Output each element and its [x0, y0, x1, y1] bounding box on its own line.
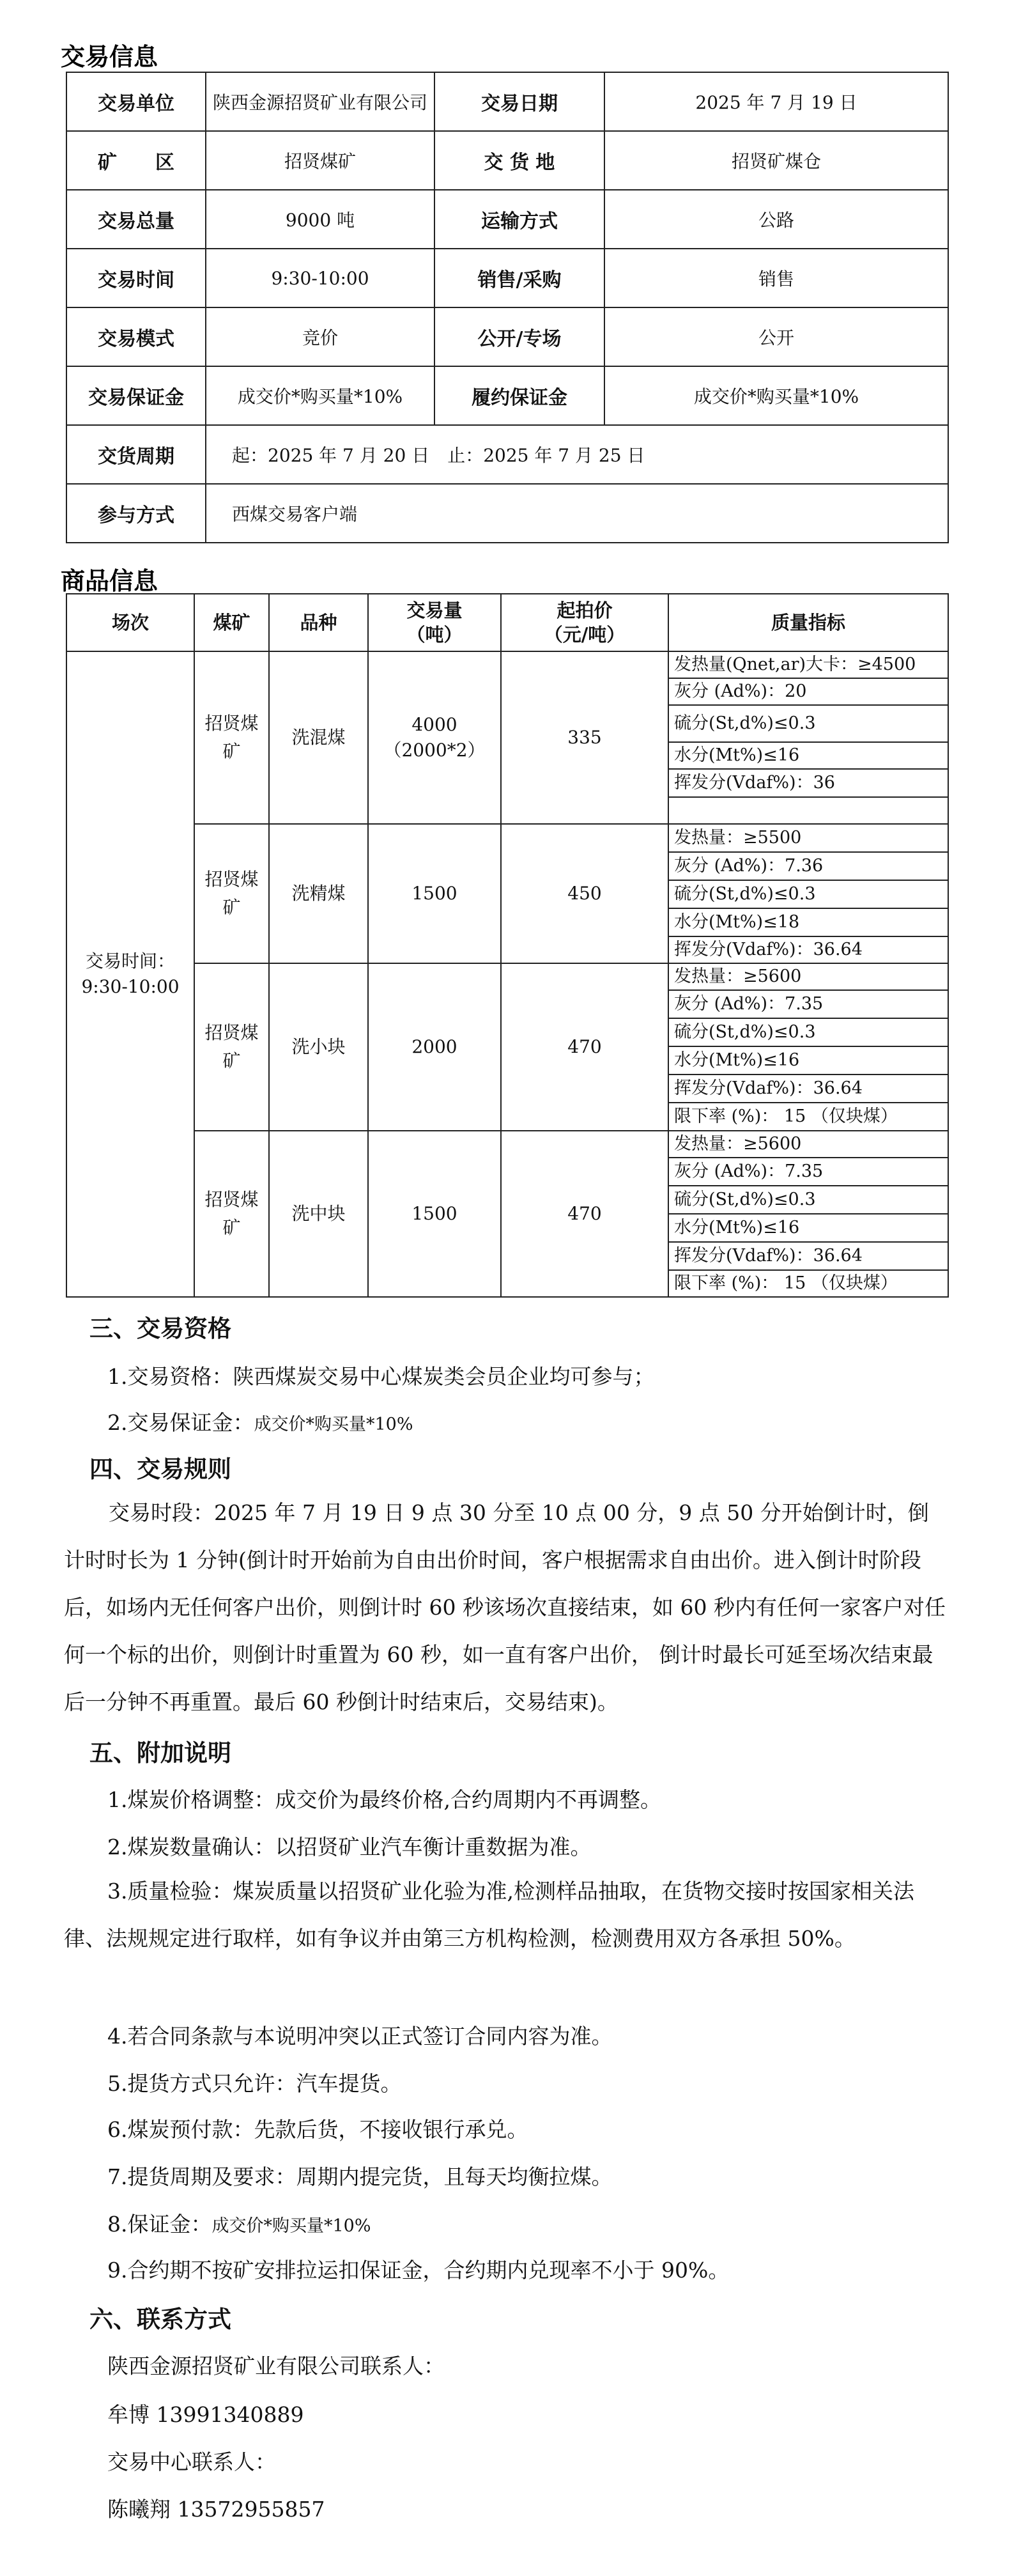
value-performance-deposit: 成交价*购买量*10% — [604, 366, 948, 425]
value-trade-date: 2025 年 7 月 19 日 — [604, 72, 948, 131]
quality-item: 发热量：≥5600 — [668, 963, 948, 990]
value-trade-mode: 竞价 — [206, 307, 434, 366]
variety-cell: 洗小块 — [269, 963, 368, 1131]
value-trade-deposit: 成交价*购买量*10% — [206, 366, 434, 425]
quality-item: 灰分 (Ad%)：20 — [668, 678, 948, 705]
section5-item8-value: 成交价*购买量*10% — [211, 2216, 371, 2236]
header-quantity — [368, 594, 501, 651]
table-row — [66, 1131, 948, 1158]
header-variety: 品种 — [269, 594, 368, 651]
label-trade-unit: 交易单位 — [66, 72, 206, 131]
quality-item: 水分(Mt%)≤16 — [668, 742, 948, 769]
price-cell: 450 — [501, 824, 668, 963]
quality-item: 挥发分(Vdaf%)：36.64 — [668, 1242, 948, 1270]
section5-item4: 4.若合同条款与本说明冲突以正式签订合同内容为准。 — [107, 2024, 613, 2049]
value-transport: 公路 — [604, 190, 948, 249]
quality-item: 发热量：≥5500 — [668, 824, 948, 852]
label-delivery-period: 交货周期 — [66, 425, 206, 484]
label-public-private: 公开/专场 — [434, 307, 604, 366]
trade-row — [66, 307, 948, 366]
label-transport: 运输方式 — [434, 190, 604, 249]
quantity-value: 4000 — [411, 714, 457, 735]
quality-item: 硫分(St,d%)≤0.3 — [668, 1018, 948, 1046]
table-row — [66, 651, 948, 678]
label-trade-deposit: 交易保证金 — [66, 366, 206, 425]
label-participation: 参与方式 — [66, 484, 206, 543]
section5-item6: 6.煤炭预付款：先款后货，不接收银行承兑。 — [107, 2117, 528, 2142]
quality-item: 挥发分(Vdaf%)：36.64 — [668, 936, 948, 963]
quality-item: 挥发分(Vdaf%)：36 — [668, 769, 948, 797]
mine-cell — [194, 824, 269, 963]
trade-info-heading: 交易信息 — [61, 43, 158, 71]
contact-company-person: 牟博 13991340889 — [107, 2402, 304, 2427]
value-participation: 西煤交易客户端 — [206, 484, 948, 543]
label-mine-area: 矿 区 — [66, 131, 206, 190]
trade-row — [66, 425, 948, 484]
mine-name: 招贤煤矿 — [204, 1022, 259, 1071]
value-public-private: 公开 — [604, 307, 948, 366]
section5-item9: 9.合约期不按矿安排拉运扣保证金，合约期内兑现率不小于 90%。 — [107, 2258, 730, 2283]
quality-item: 硫分(St,d%)≤0.3 — [668, 1186, 948, 1214]
quality-item: 发热量(Qnet,ar)大卡：≥4500 — [668, 651, 948, 678]
section5-item5: 5.提货方式只允许：汽车提货。 — [107, 2071, 402, 2096]
quantity-cell: 2000 — [368, 963, 501, 1131]
value-total-volume: 9000 吨 — [206, 190, 434, 249]
header-price-line1: 起拍价 — [557, 600, 613, 621]
label-sale-purchase: 销售/采购 — [434, 249, 604, 307]
header-session: 场次 — [66, 594, 194, 651]
trade-row — [66, 131, 948, 190]
price-cell: 470 — [501, 963, 668, 1131]
section5-item8 — [107, 2208, 371, 2238]
contact-center-label: 交易中心联系人： — [107, 2449, 276, 2474]
trade-row — [66, 72, 948, 131]
value-mine-area: 招贤煤矿 — [206, 131, 434, 190]
value-trade-unit: 陕西金源招贤矿业有限公司 — [206, 72, 434, 131]
header-price-line2: （元/吨） — [544, 624, 626, 646]
header-price — [501, 594, 668, 651]
table-row — [66, 824, 948, 852]
section3-item1: 1.交易资格：陕西煤炭交易中心煤炭类会员企业均可参与； — [107, 1364, 655, 1389]
section5-item2: 2.煤炭数量确认：以招贤矿业汽车衡计重数据为准。 — [107, 1835, 592, 1859]
trade-row — [66, 249, 948, 307]
section5-item3: 3.质量检验：煤炭质量以招贤矿业化验为准,检测样品抽取，在货物交接时按国家相关法律、法规规定进行取样，如有争议并由第三方机构检测，检测费用双方各承担 50%。 — [64, 1879, 914, 1951]
section4-text: 交易时段：2025 年 7 月 19 日 9 点 30 分至 10 点 00 分，9 点 50 分开始倒计时，倒计时时长为 1 分钟(倒计时开始前为自由出价时间，客户根据需求自由出价。进入倒计时阶段后，如场内无任何客户出价，则倒计时 60 秒该场次直接结束，如 60 秒内有任何一家客户对任何一个标的出价，则倒计时重置为 60 秒，如一直有客户出价， 倒计时最长可延至场次结束最后一分钟不再重置。最后 60 秒倒计时结束后，交易结束)。 — [64, 1500, 946, 1714]
contact-center-person: 陈曦翔 13572955857 — [107, 2497, 325, 2522]
quality-item: 水分(Mt%)≤16 — [668, 1214, 948, 1242]
mine-name: 招贤煤矿 — [204, 713, 259, 762]
label-total-volume: 交易总量 — [66, 190, 206, 249]
label-performance-deposit: 履约保证金 — [434, 366, 604, 425]
price-cell: 335 — [501, 651, 668, 824]
section3-item2 — [107, 1406, 413, 1436]
contact-company-label: 陕西金源招贤矿业有限公司联系人： — [107, 2354, 445, 2378]
product-table — [66, 593, 949, 1298]
section3-item2-value: 成交价*购买量*10% — [254, 1415, 413, 1434]
quality-item: 水分(Mt%)≤18 — [668, 908, 948, 936]
section5-heading: 五、附加说明 — [89, 1739, 231, 1767]
trade-row — [66, 190, 948, 249]
quality-item: 灰分 (Ad%)：7.35 — [668, 990, 948, 1018]
header-quantity-line2: （吨） — [406, 624, 463, 646]
section4-heading: 四、交易规则 — [89, 1455, 231, 1483]
section5-item7: 7.提货周期及要求：周期内提完货，且每天均衡拉煤。 — [107, 2164, 613, 2189]
quantity-cell: 1500 — [368, 824, 501, 963]
quality-item — [668, 797, 948, 824]
quantity-cell — [368, 651, 501, 824]
section3-heading: 三、交易资格 — [89, 1315, 231, 1342]
trade-row — [66, 366, 948, 425]
trade-row — [66, 484, 948, 543]
variety-cell: 洗精煤 — [269, 824, 368, 963]
quality-item: 硫分(St,d%)≤0.3 — [668, 705, 948, 742]
price-cell: 470 — [501, 1131, 668, 1297]
quantity-cell: 1500 — [368, 1131, 501, 1297]
session-cell — [66, 651, 194, 1297]
mine-name: 招贤煤矿 — [204, 1189, 259, 1238]
header-quantity-line1: 交易量 — [406, 600, 463, 621]
variety-cell: 洗中块 — [269, 1131, 368, 1297]
label-delivery-place: 交 货 地 — [434, 131, 604, 190]
quality-item: 发热量：≥5600 — [668, 1131, 948, 1158]
quality-item: 灰分 (Ad%)：7.35 — [668, 1158, 948, 1186]
section3-item2-prefix: 2.交易保证金： — [107, 1410, 254, 1435]
session-time: 9:30-10:00 — [81, 976, 180, 997]
quantity-note: （2000*2） — [383, 740, 486, 761]
quality-item: 水分(Mt%)≤16 — [668, 1046, 948, 1075]
mine-cell — [194, 1131, 269, 1297]
quality-item: 限下率 (%)： 15 （仅块煤） — [668, 1270, 948, 1297]
variety-cell: 洗混煤 — [269, 651, 368, 824]
product-header-row — [66, 594, 948, 651]
section5-item1: 1.煤炭价格调整：成交价为最终价格,合约周期内不再调整。 — [107, 1787, 661, 1812]
product-info-heading: 商品信息 — [61, 567, 158, 595]
section6-heading: 六、联系方式 — [89, 2306, 231, 2333]
mine-cell — [194, 963, 269, 1131]
section5-item8-prefix: 8.保证金： — [107, 2212, 212, 2237]
session-label: 交易时间： — [85, 950, 175, 972]
table-row — [66, 963, 948, 990]
label-trade-time: 交易时间 — [66, 249, 206, 307]
quality-item: 挥发分(Vdaf%)：36.64 — [668, 1075, 948, 1103]
mine-name: 招贤煤矿 — [204, 869, 259, 918]
value-sale-purchase: 销售 — [604, 249, 948, 307]
quality-item: 硫分(St,d%)≤0.3 — [668, 880, 948, 908]
trade-info-table — [66, 72, 949, 543]
value-delivery-place: 招贤矿煤仓 — [604, 131, 948, 190]
label-trade-mode: 交易模式 — [66, 307, 206, 366]
header-mine: 煤矿 — [194, 594, 269, 651]
label-trade-date: 交易日期 — [434, 72, 604, 131]
quality-item: 灰分 (Ad%)：7.36 — [668, 852, 948, 880]
mine-cell — [194, 651, 269, 824]
quality-item: 限下率 (%)： 15 （仅块煤） — [668, 1103, 948, 1131]
value-trade-time: 9:30-10:00 — [206, 249, 434, 307]
value-delivery-period: 起：2025 年 7 月 20 日 止：2025 年 7 月 25 日 — [206, 425, 948, 484]
header-quality: 质量指标 — [668, 594, 948, 651]
